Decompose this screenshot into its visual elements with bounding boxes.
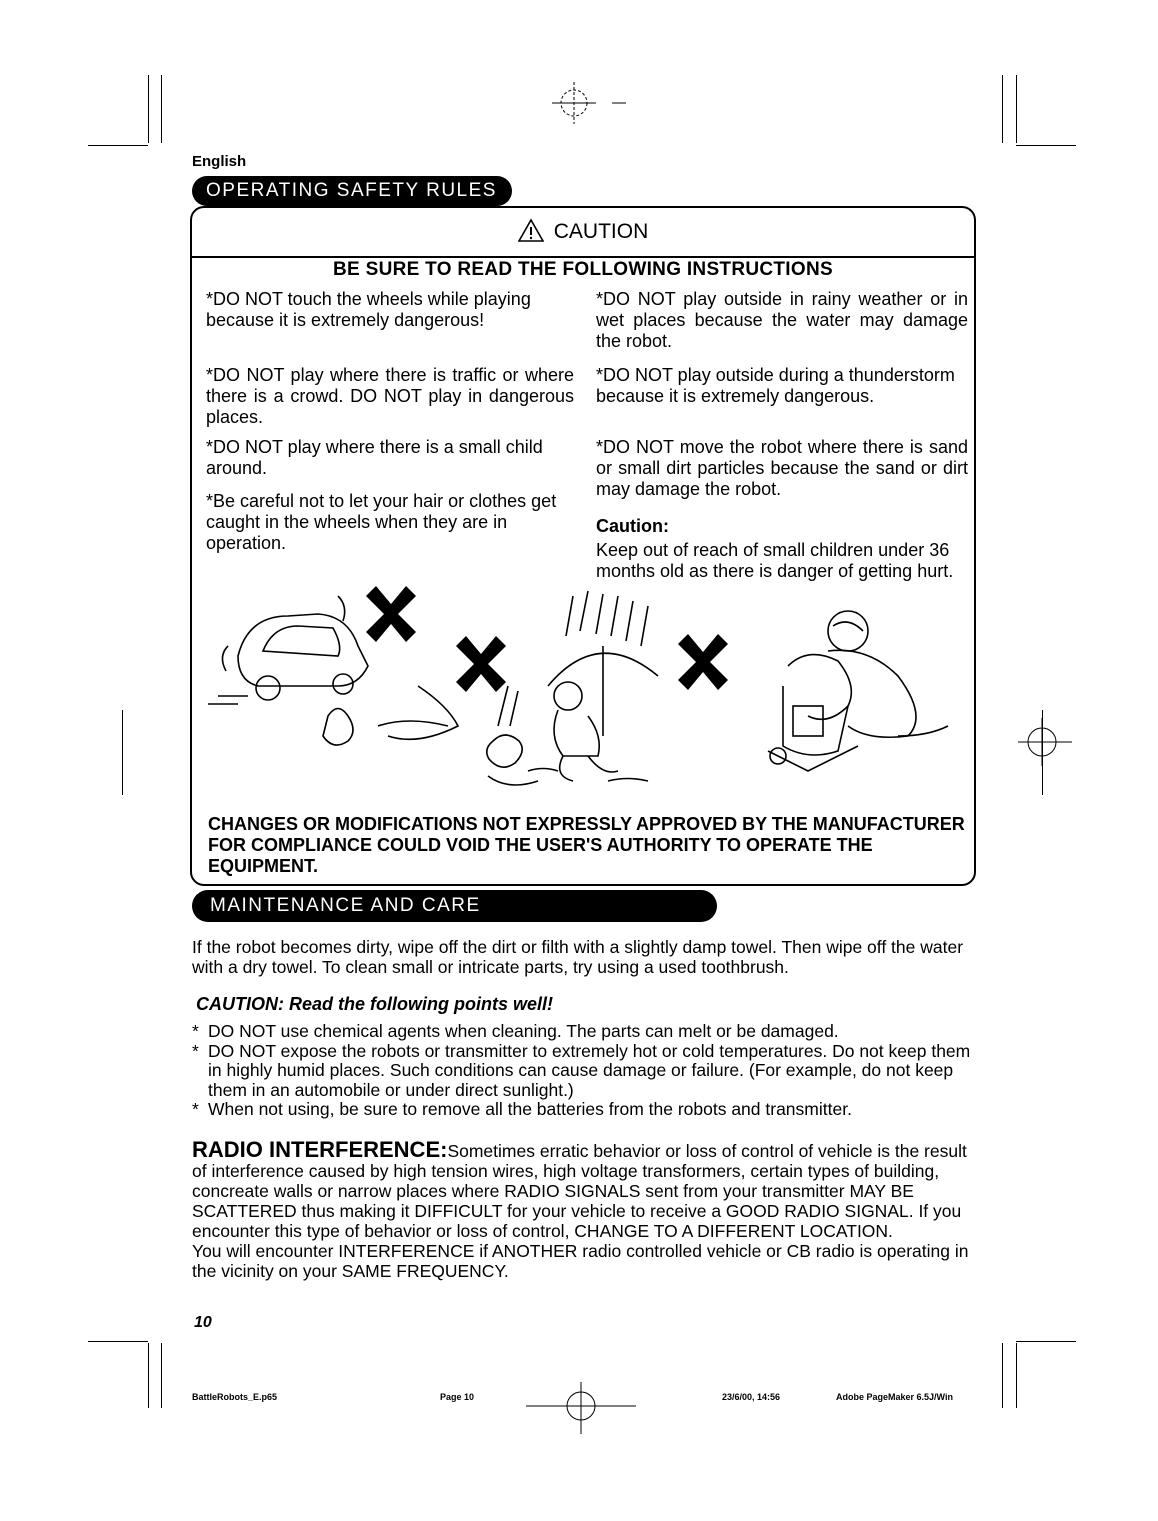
maintenance-points xyxy=(192,1022,982,1120)
crop-mark xyxy=(1016,75,1017,143)
caution-title-text: CAUTION xyxy=(553,220,649,243)
safety-illustrations xyxy=(208,576,968,806)
crop-mark xyxy=(1002,1343,1003,1408)
instructions-heading: BE SURE TO READ THE FOLLOWING INSTRUCTIONS xyxy=(333,259,833,280)
safety-rule: *DO NOT play where there is a small child around. xyxy=(206,437,543,478)
crop-mark xyxy=(161,1343,162,1408)
list-item: * When not using, be sure to remove all the batteries from the robots and transmitter. xyxy=(192,1100,982,1120)
registration-mark-icon xyxy=(552,82,632,124)
crop-mark xyxy=(122,710,123,795)
safety-rule: *DO NOT play where there is traffic or where there is a crowd. DO NOT play in dangerous places. xyxy=(206,365,574,427)
language-label: English xyxy=(192,153,247,170)
left-column xyxy=(206,289,574,331)
right-column xyxy=(596,516,968,582)
safety-rule: *DO NOT touch the wheels while playing because it is extremely dangerous! xyxy=(206,289,531,330)
crop-mark xyxy=(148,1343,149,1408)
crop-mark xyxy=(1016,145,1076,146)
list-item: * DO NOT use chemical agents when cleaning. The parts can melt or be damaged. xyxy=(192,1022,982,1042)
safety-rule: *DO NOT play outside during a thunderstorm because it is extremely dangerous. xyxy=(596,365,955,406)
maintenance-section-title: MAINTENANCE AND CARE xyxy=(192,890,717,922)
footer-filename: BattleRobots_E.p65 xyxy=(192,1392,278,1402)
radio-heading: RADIO INTERFERENCE: xyxy=(192,1137,448,1162)
caution-title xyxy=(192,218,974,244)
prohibited-x-icon xyxy=(366,586,728,692)
crop-mark xyxy=(148,75,149,143)
footer-app: Adobe PageMaker 6.5J/Win xyxy=(836,1392,953,1402)
radio-text-2: You will encounter INTERFERENCE if ANOTHER radio controlled vehicle or CB radio is operating in the vicinity on your SAME FREQUENCY. xyxy=(192,1241,969,1281)
changes-notice: CHANGES OR MODIFICATIONS NOT EXPRESSLY APPROVED BY THE MANUFACTURER FOR COMPLIANCE COULD VOID THE USER'S AUTHORITY TO OPERATE THE EQUIPMENT. xyxy=(208,814,965,876)
left-column xyxy=(206,437,574,479)
footer-page: Page 10 xyxy=(440,1392,475,1402)
right-column xyxy=(596,289,968,352)
radio-text: Sometimes erratic behavior or loss of control of vehicle is the result of interference caused by high tension wires, high voltage transformers, certain types of building, concreate walls or narrow places where RADIO SIGNALS sent from your transmitter MAY BE SCATTERED thus making it DIFFICULT for your vehicle to receive a GOOD RADIO SIGNAL. If you encounter this type of behavior or loss of control, CHANGE TO A DIFFERENT LOCATION. xyxy=(192,1141,967,1241)
caution-sublabel: Caution: xyxy=(596,516,669,536)
right-column xyxy=(596,365,968,407)
crop-mark xyxy=(88,145,148,146)
right-column xyxy=(596,437,968,500)
caution-subtext: Keep out of reach of small children under 36 months old as there is danger of getting hurt. xyxy=(596,540,954,581)
caution-box xyxy=(190,206,976,886)
maintenance-caution-heading: CAUTION: Read the following points well! xyxy=(196,994,553,1014)
list-item: * DO NOT expose the robots or transmitter to extremely hot or cold temperatures. Do not keep them in highly humid places. Such conditions can cause damage or failure. (For example, do not keep them in an automobile or under direct sunlight.) xyxy=(192,1042,982,1101)
maintenance-intro: If the robot becomes dirty, wipe off the dirt or filth with a slightly damp towel. Then wipe off the water with a dry towel. To clean small or intricate parts, try using a used toothbrush. xyxy=(192,937,964,977)
title-divider xyxy=(192,256,974,258)
radio-interference-section xyxy=(192,1137,982,1281)
safety-section-title: OPERATING SAFETY RULES xyxy=(192,176,512,206)
warning-triangle-icon xyxy=(518,218,544,242)
left-column xyxy=(206,365,574,428)
crop-mark xyxy=(161,75,162,143)
crop-mark xyxy=(88,1341,148,1342)
car-traffic-scene-icon xyxy=(208,596,458,745)
page-number: 10 xyxy=(194,1314,212,1331)
crop-mark xyxy=(1016,1341,1076,1342)
small-child-scene-icon xyxy=(768,611,948,771)
registration-mark-icon xyxy=(1018,718,1072,766)
safety-rule: *DO NOT play outside in rainy weather or in wet places because the water may damage the robot. xyxy=(596,289,968,351)
rain-umbrella-scene-icon xyxy=(487,591,658,785)
safety-rule: *Be careful not to let your hair or clothes get caught in the wheels when they are in operation. xyxy=(206,491,557,553)
footer-date: 23/6/00, 14:56 xyxy=(722,1392,781,1402)
crop-mark xyxy=(1016,1343,1017,1408)
safety-rule: *DO NOT move the robot where there is sand or small dirt particles because the sand or dirt may damage the robot. xyxy=(596,437,968,499)
crop-mark xyxy=(1002,75,1003,143)
registration-mark-icon xyxy=(526,1382,636,1434)
left-column xyxy=(206,491,574,554)
